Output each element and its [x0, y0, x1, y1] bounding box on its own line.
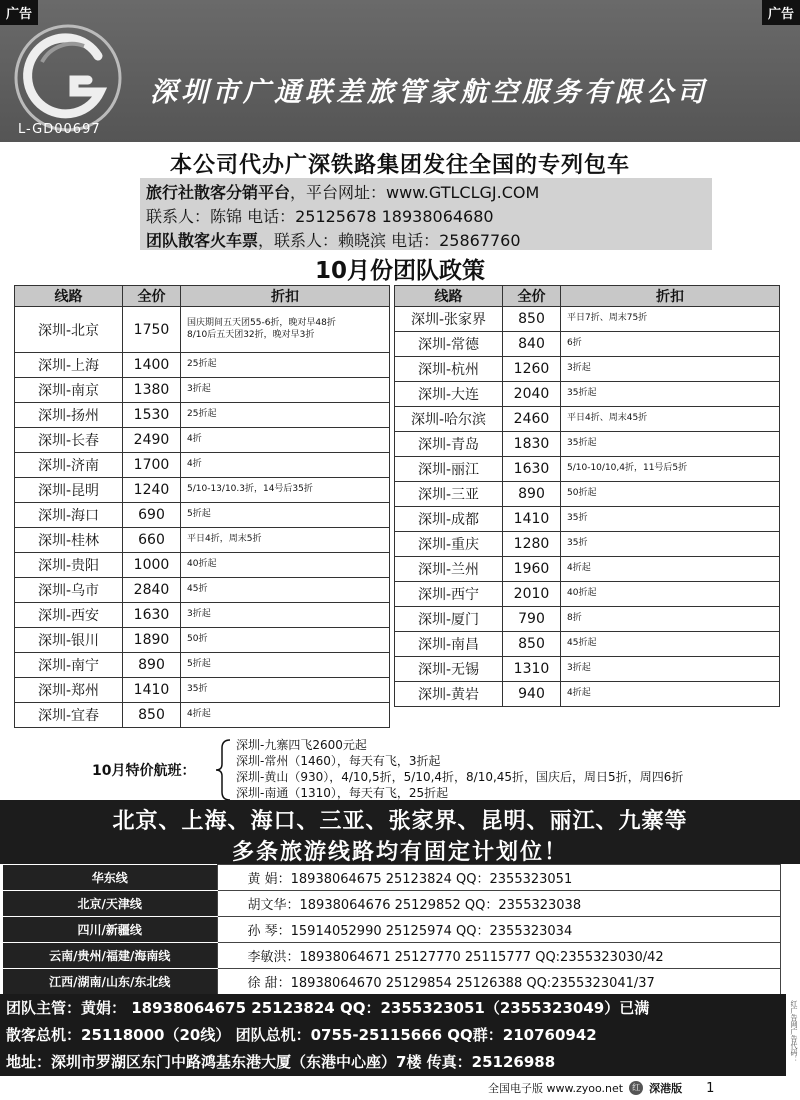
price-cell: 1380	[123, 378, 181, 403]
discount-cell: 4折	[181, 428, 390, 453]
table-row	[395, 632, 780, 657]
price-cell: 890	[123, 653, 181, 678]
side-note: 红广告网广告代码：	[790, 1000, 798, 1063]
price-cell: 1000	[123, 553, 181, 578]
footer-manager: 团队主管：黄娟： 18938064675 25123824 QQ：2355323051（2355323049）已满	[6, 999, 650, 1017]
table-row	[15, 653, 390, 678]
table-row	[15, 553, 390, 578]
license-number: L-GD00697	[18, 122, 101, 137]
discount-cell: 4折起	[561, 682, 780, 707]
table-row	[15, 628, 390, 653]
table-row	[3, 943, 781, 969]
discount-cell: 6折	[561, 332, 780, 357]
discount-cell: 25折起	[181, 353, 390, 378]
table-row	[395, 507, 780, 532]
header-route: 线路	[395, 286, 503, 307]
price-cell: 1310	[503, 657, 561, 682]
price-cell: 1410	[503, 507, 561, 532]
routes-banner	[0, 800, 800, 864]
header-price: 全价	[503, 286, 561, 307]
route-cell: 深圳-哈尔滨	[395, 407, 503, 432]
route-cell: 深圳-重庆	[395, 532, 503, 557]
route-cell: 深圳-济南	[15, 453, 123, 478]
table-row	[15, 528, 390, 553]
route-cell: 深圳-大连	[395, 382, 503, 407]
price-table-left	[14, 285, 390, 728]
price-cell: 1630	[503, 457, 561, 482]
discount-cell: 50折	[181, 628, 390, 653]
contact-line-person: 联系人：陈锦 电话：25125678 18938064680	[146, 207, 494, 226]
route-cell: 深圳-兰州	[395, 557, 503, 582]
company-logo-icon	[12, 22, 124, 134]
flight-item: 深圳-九寨四飞2600元起	[236, 738, 367, 752]
price-cell: 660	[123, 528, 181, 553]
price-cell: 1280	[503, 532, 561, 557]
price-cell: 2490	[123, 428, 181, 453]
table-row	[395, 357, 780, 382]
route-area: 北京/天津线	[3, 891, 217, 917]
price-cell: 790	[503, 607, 561, 632]
red-badge-icon: 红	[629, 1081, 643, 1095]
route-cell: 深圳-南京	[15, 378, 123, 403]
train-contact: ，联系人：赖晓滨 电话：25867760	[258, 231, 521, 250]
price-cell: 1630	[123, 603, 181, 628]
ad-tag-left: 广告	[0, 0, 38, 25]
route-cell: 深圳-乌市	[15, 578, 123, 603]
contact-info: 胡文华：18938064676 25129852 QQ：2355323038	[217, 891, 781, 917]
table-row	[15, 503, 390, 528]
price-cell: 850	[503, 307, 561, 332]
discount-cell: 50折起	[561, 482, 780, 507]
table-row	[395, 407, 780, 432]
table-row	[395, 307, 780, 332]
contact-line-train	[146, 228, 521, 251]
price-cell: 840	[503, 332, 561, 357]
bottom-bar	[488, 1080, 714, 1096]
table-row	[395, 582, 780, 607]
route-cell: 深圳-南昌	[395, 632, 503, 657]
discount-cell: 35折起	[561, 382, 780, 407]
route-cell: 深圳-丽江	[395, 457, 503, 482]
table-row	[15, 478, 390, 503]
discount-cell: 4折起	[181, 703, 390, 728]
route-cell: 深圳-黄岩	[395, 682, 503, 707]
discount-cell: 5折起	[181, 503, 390, 528]
table-row	[15, 403, 390, 428]
route-cell: 深圳-张家界	[395, 307, 503, 332]
route-cell: 深圳-南宁	[15, 653, 123, 678]
banner-line-1: 北京、上海、海口、三亚、张家界、昆明、丽江、九寨等	[112, 809, 688, 834]
edition-label: 深港版	[649, 1082, 683, 1095]
price-cell: 690	[123, 503, 181, 528]
price-cell: 2460	[503, 407, 561, 432]
table-row	[3, 969, 781, 995]
discount-cell: 国庆期间五天团55-6折，晚对早48折 8/10后五天团32折，晚对早3折	[181, 307, 390, 353]
price-cell: 1410	[123, 678, 181, 703]
discount-cell: 5/10-13/10.3折，14号后35折	[181, 478, 390, 503]
discount-cell: 平日4折、周末45折	[561, 407, 780, 432]
discount-cell: 40折起	[561, 582, 780, 607]
policy-title: 10月份团队政策	[314, 258, 485, 284]
contact-info: 李敏洪：18938064671 25127770 25115777 QQ:2355323030/42	[217, 943, 781, 969]
route-cell: 深圳-北京	[15, 307, 123, 353]
route-cell: 深圳-青岛	[395, 432, 503, 457]
price-cell: 1400	[123, 353, 181, 378]
discount-cell: 25折起	[181, 403, 390, 428]
banner-line-2: 多条旅游线路均有固定计划位！	[231, 840, 568, 865]
price-cell: 890	[503, 482, 561, 507]
route-cell: 深圳-无锡	[395, 657, 503, 682]
route-cell: 深圳-长春	[15, 428, 123, 453]
flight-item: 深圳-常州（1460），每天有飞，3折起	[236, 754, 441, 768]
discount-cell: 8折	[561, 607, 780, 632]
route-cell: 深圳-西安	[15, 603, 123, 628]
route-cell: 深圳-扬州	[15, 403, 123, 428]
table-row	[15, 578, 390, 603]
route-cell: 深圳-上海	[15, 353, 123, 378]
flight-item: 深圳-黄山（930），4/10,5折，5/10,4折，8/10,45折，国庆后，周日5折，周四6折	[236, 770, 684, 784]
route-cell: 深圳-杭州	[395, 357, 503, 382]
table-row	[395, 432, 780, 457]
discount-cell: 35折	[561, 532, 780, 557]
price-cell: 940	[503, 682, 561, 707]
price-cell: 2840	[123, 578, 181, 603]
price-cell: 850	[123, 703, 181, 728]
table-row	[15, 428, 390, 453]
route-area: 江西/湖南/山东/东北线	[3, 969, 217, 995]
price-cell: 2010	[503, 582, 561, 607]
route-cell: 深圳-银川	[15, 628, 123, 653]
price-cell: 1890	[123, 628, 181, 653]
table-row	[395, 682, 780, 707]
train-label: 团队散客火车票	[146, 231, 259, 250]
table-row	[395, 457, 780, 482]
discount-cell: 3折起	[181, 378, 390, 403]
discount-cell: 45折	[181, 578, 390, 603]
discount-cell: 5/10-10/10,4折，11号后5折	[561, 457, 780, 482]
route-cell: 深圳-贵阳	[15, 553, 123, 578]
price-cell: 1700	[123, 453, 181, 478]
table-row	[395, 607, 780, 632]
platform-label: 旅行社散客分销平台	[146, 183, 291, 202]
contact-info: 黄 娟：18938064675 25123824 QQ：2355323051	[217, 865, 781, 891]
route-area: 云南/贵州/福建/海南线	[3, 943, 217, 969]
table-row	[15, 678, 390, 703]
table-row	[395, 532, 780, 557]
ad-tag-right: 广告	[762, 0, 800, 25]
company-header	[0, 0, 800, 142]
discount-cell: 平日4折，周末5折	[181, 528, 390, 553]
discount-cell: 4折起	[561, 557, 780, 582]
discount-cell: 3折起	[561, 657, 780, 682]
price-cell: 1530	[123, 403, 181, 428]
price-cell: 1830	[503, 432, 561, 457]
price-cell: 1240	[123, 478, 181, 503]
route-cell: 深圳-桂林	[15, 528, 123, 553]
company-name: 深圳市广通联差旅管家航空服务有限公司	[150, 77, 708, 108]
table-row	[15, 307, 390, 353]
discount-cell: 5折起	[181, 653, 390, 678]
route-cell: 深圳-宜春	[15, 703, 123, 728]
discount-cell: 35折	[561, 507, 780, 532]
table-row	[15, 703, 390, 728]
table-row	[395, 332, 780, 357]
route-cell: 深圳-成都	[395, 507, 503, 532]
contact-line-platform	[146, 180, 539, 203]
discount-cell: 40折起	[181, 553, 390, 578]
route-cell: 深圳-海口	[15, 503, 123, 528]
discount-cell: 3折起	[561, 357, 780, 382]
table-row	[15, 378, 390, 403]
route-cell: 深圳-西宁	[395, 582, 503, 607]
route-area: 华东线	[3, 865, 217, 891]
route-cell: 深圳-常德	[395, 332, 503, 357]
route-cell: 深圳-郑州	[15, 678, 123, 703]
route-cell: 深圳-三亚	[395, 482, 503, 507]
header-discount: 折扣	[561, 286, 780, 307]
table-row	[395, 657, 780, 682]
discount-cell: 平日7折、周末75折	[561, 307, 780, 332]
discount-cell: 45折起	[561, 632, 780, 657]
platform-url: ，平台网址：www.GTLCLGJ.COM	[290, 183, 540, 202]
site-link[interactable]: 全国电子版 www.zyoo.net	[488, 1082, 624, 1095]
discount-cell: 4折	[181, 453, 390, 478]
footer-switchboard: 散客总机：25118000（20线） 团队总机：0755-25115666 QQ群：210760942	[6, 1026, 597, 1044]
footer-address: 地址：深圳市罗湖区东门中路鸿基东港大厦（东港中心座）7楼 传真：25126988	[6, 1053, 556, 1071]
price-table-right	[394, 285, 780, 707]
price-cell: 1960	[503, 557, 561, 582]
footer-contact-block	[0, 994, 786, 1076]
page-number: 1	[706, 1080, 715, 1096]
table-row	[395, 557, 780, 582]
price-cell: 850	[503, 632, 561, 657]
table-row	[395, 382, 780, 407]
table-row	[15, 353, 390, 378]
contact-info: 孙 琴：15914052990 25125974 QQ：2355323034	[217, 917, 781, 943]
table-row	[15, 603, 390, 628]
header-discount: 折扣	[181, 286, 390, 307]
sales-contacts-table	[3, 864, 781, 995]
table-row	[15, 453, 390, 478]
discount-cell: 35折起	[561, 432, 780, 457]
price-cell: 2040	[503, 382, 561, 407]
brace-icon	[214, 738, 234, 802]
header-price: 全价	[123, 286, 181, 307]
discount-cell: 3折起	[181, 603, 390, 628]
price-cell: 1750	[123, 307, 181, 353]
headline: 本公司代办广深铁路集团发往全国的专列包车	[169, 153, 630, 178]
route-cell: 深圳-厦门	[395, 607, 503, 632]
route-area: 四川/新疆线	[3, 917, 217, 943]
table-row	[395, 482, 780, 507]
price-cell: 1260	[503, 357, 561, 382]
table-row	[3, 917, 781, 943]
special-flights-label: 10月特价航班：	[92, 763, 196, 779]
table-row	[3, 891, 781, 917]
flight-item: 深圳-南通（1310），每天有飞，25折起	[236, 786, 449, 800]
header-route: 线路	[15, 286, 123, 307]
table-row	[3, 865, 781, 891]
discount-cell: 35折	[181, 678, 390, 703]
contact-info: 徐 甜：18938064670 25129854 25126388 QQ:2355323041/37	[217, 969, 781, 995]
route-cell: 深圳-昆明	[15, 478, 123, 503]
